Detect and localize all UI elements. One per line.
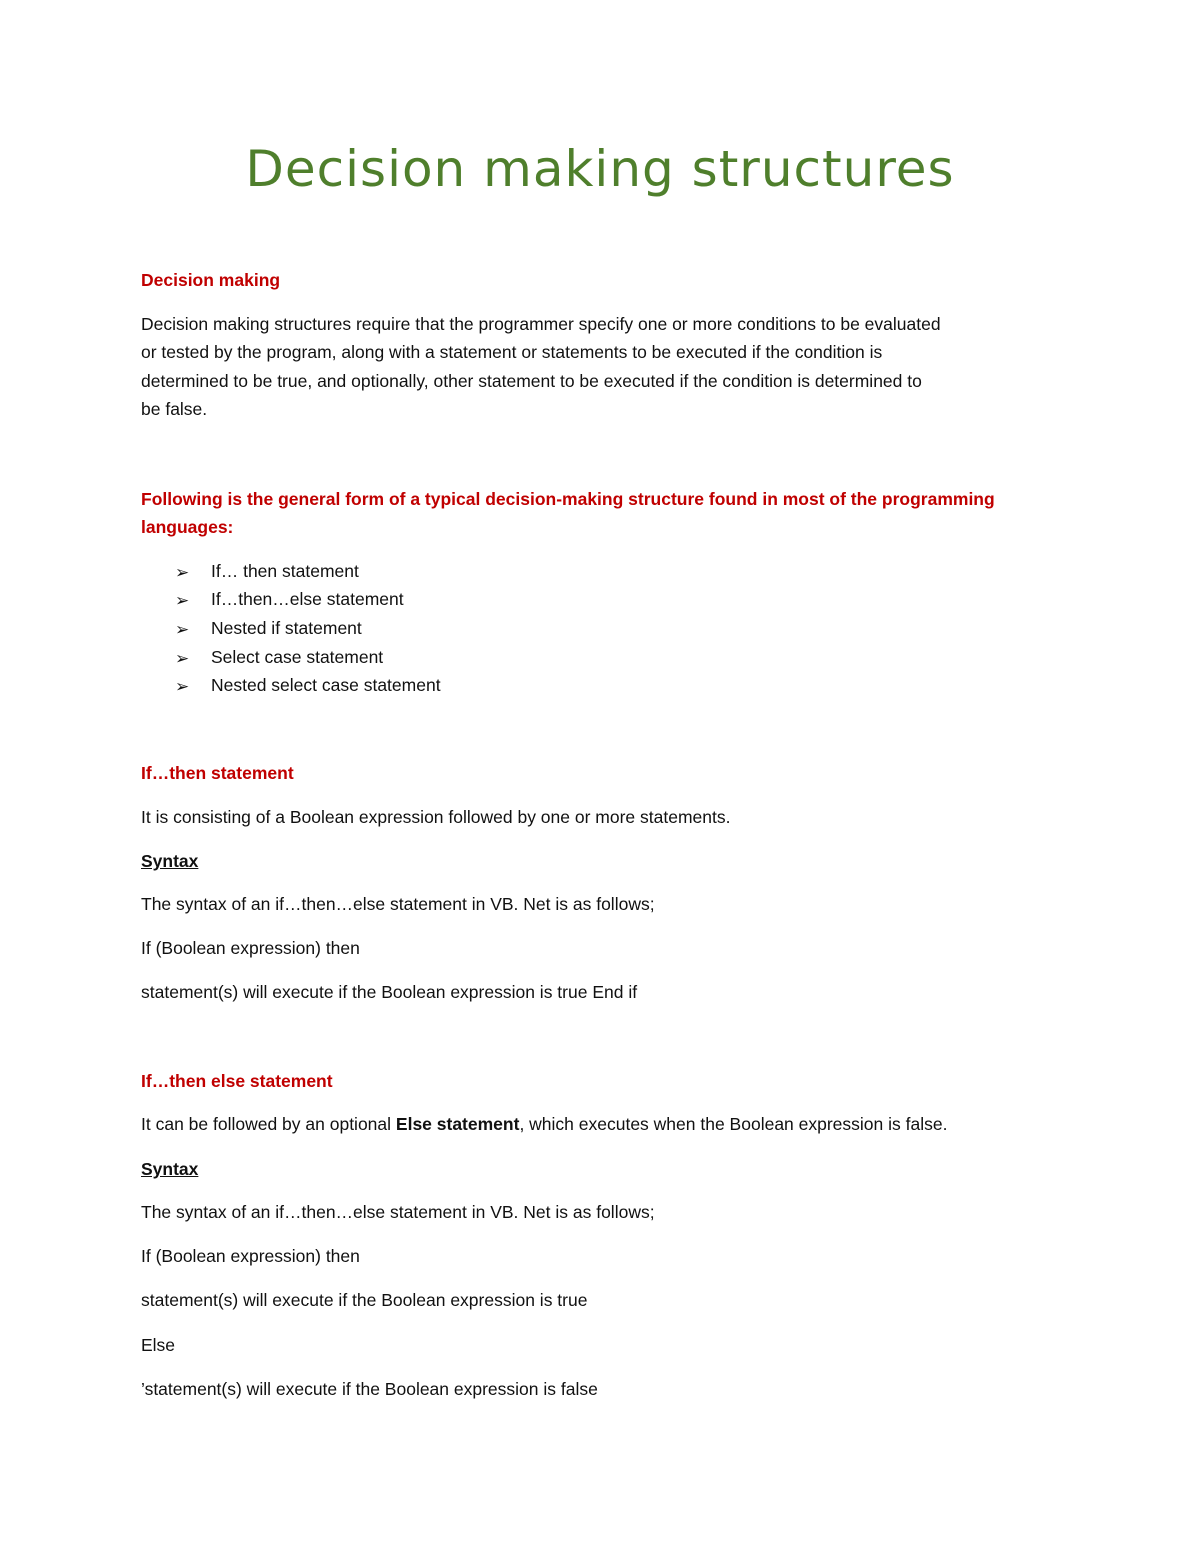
heading-if-then: If…then statement bbox=[141, 762, 294, 783]
list-item-label: If…then…else statement bbox=[211, 589, 404, 610]
syntax-label: Syntax bbox=[141, 850, 199, 871]
list-item-label: If… then statement bbox=[211, 560, 359, 581]
if-then-else-description bbox=[141, 1110, 1071, 1139]
list-item bbox=[141, 671, 1071, 700]
description-text: It can be followed by an optional bbox=[141, 1114, 396, 1135]
arrowhead-bullet-icon: ➢ bbox=[175, 562, 190, 583]
description-keyword: Else statement bbox=[395, 1114, 520, 1135]
arrowhead-bullet-icon: ➢ bbox=[175, 648, 190, 669]
list-item bbox=[141, 557, 1071, 586]
list-item-label: Select case statement bbox=[211, 646, 384, 667]
decision-paragraph bbox=[141, 310, 1071, 424]
description-text: , which executes when the Boolean expression is false. bbox=[519, 1114, 948, 1135]
list-item bbox=[141, 585, 1071, 614]
heading-if-then-else: If…then else statement bbox=[141, 1070, 333, 1091]
code-line: statement(s) will execute if the Boolean expression is true bbox=[141, 1290, 588, 1311]
syntax-intro: The syntax of an if…then…else statement in VB. Net is as follows; bbox=[141, 894, 655, 915]
heading-line: languages: bbox=[141, 517, 234, 537]
page-title: Decision making structures bbox=[245, 140, 955, 198]
arrowhead-bullet-icon: ➢ bbox=[175, 677, 190, 698]
code-line: ’statement(s) will execute if the Boolean expression is false bbox=[141, 1379, 598, 1400]
paragraph-line: or tested by the program, along with a statement or statements to be executed if the condition is bbox=[141, 342, 883, 362]
paragraph-line: be false. bbox=[141, 399, 208, 419]
heading-general-form bbox=[141, 485, 1071, 542]
list-item bbox=[141, 643, 1071, 672]
paragraph-line: determined to be true, and optionally, other statement to be executed if the condition is determined to bbox=[141, 370, 922, 391]
code-line: If (Boolean expression) then bbox=[141, 937, 360, 958]
paragraph-line: Decision making structures require that the programmer specify one or more conditions to be evaluated bbox=[141, 313, 941, 334]
syntax-label: Syntax bbox=[141, 1158, 199, 1179]
if-then-description: It is consisting of a Boolean expression followed by one or more statements. bbox=[141, 807, 731, 828]
arrowhead-bullet-icon: ➢ bbox=[175, 619, 190, 640]
arrowhead-bullet-icon: ➢ bbox=[175, 591, 190, 612]
list-item-label: Nested select case statement bbox=[211, 675, 441, 696]
structure-list bbox=[141, 557, 1071, 700]
code-line: statement(s) will execute if the Boolean expression is true End if bbox=[141, 982, 638, 1003]
syntax-intro: The syntax of an if…then…else statement in VB. Net is as follows; bbox=[141, 1202, 655, 1223]
list-item-label: Nested if statement bbox=[211, 617, 362, 638]
code-line: Else bbox=[141, 1334, 176, 1355]
document-body bbox=[141, 266, 1071, 1404]
code-line: If (Boolean expression) then bbox=[141, 1245, 360, 1266]
heading-decision-making: Decision making bbox=[141, 270, 281, 290]
list-item bbox=[141, 614, 1071, 643]
heading-line: Following is the general form of a typical decision-making structure found in most of the programming bbox=[141, 488, 995, 509]
